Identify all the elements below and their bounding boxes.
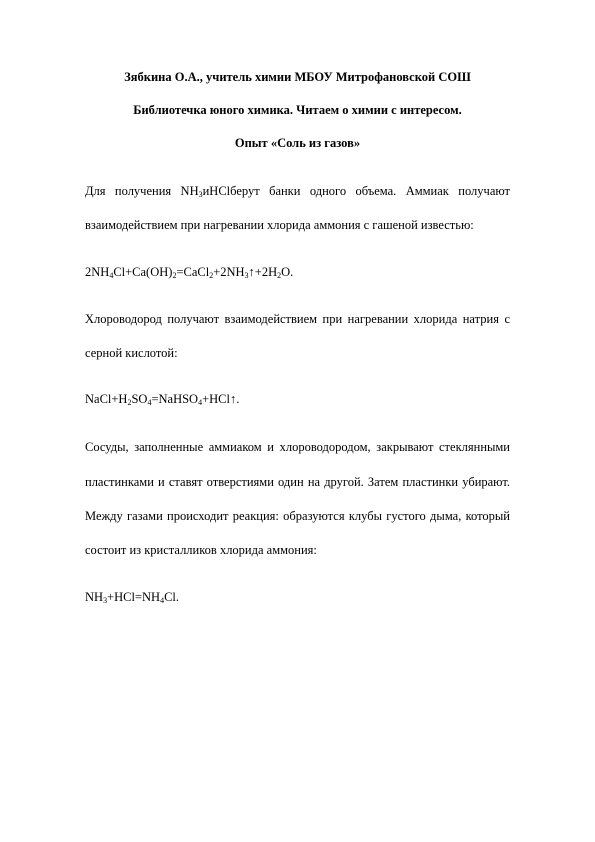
paragraph-3-line-3: Между газами происходит реакция: образуются клубы густого дыма, который [85,509,510,523]
paragraph-3-line-1: Сосуды, заполненные аммиаком и хлороводородом, закрывают стеклянными [85,440,510,454]
paragraph-1-line-2: взаимодействием при нагревании хлорида аммония с гашеной известью: [85,218,474,232]
equation-ammonium-chloride: $NH_3+HCl=NH_4Cl$. [85,590,179,605]
paragraph-3-line-2: пластинками и ставят отверстиями один на другой. Затем пластинки убирают. [85,475,510,489]
experiment-title: Опыт «Соль из газов» [234,136,361,150]
equation-ammonia: $2NH_4Cl+Ca(OH)_2=CaCl_2+2NH_3↑+2H_2O$. [85,265,294,280]
author-line: Зябкина О.А., учитель химии МБОУ Митрофановской СОШ [124,70,471,84]
paragraph-3-line-4: состоит из кристалликов хлорида аммония: [85,543,317,557]
series-line: Библиотечка юного химика. Читаем о химии с интересом. [133,103,462,117]
paragraph-2-line-1: Хлороводород получают взаимодействием при нагревании хлорида натрия с [85,312,510,326]
paragraph-1-line-1: Для получения $NH_3иHClберут$ банки одного объема. Аммиак получают [85,184,510,199]
paragraph-2-line-2: серной кислотой: [85,346,178,360]
equation-hydrogen-chloride: $NaCl+H_2SO_4=NaHSO_4+HCl↑$. [85,392,240,407]
